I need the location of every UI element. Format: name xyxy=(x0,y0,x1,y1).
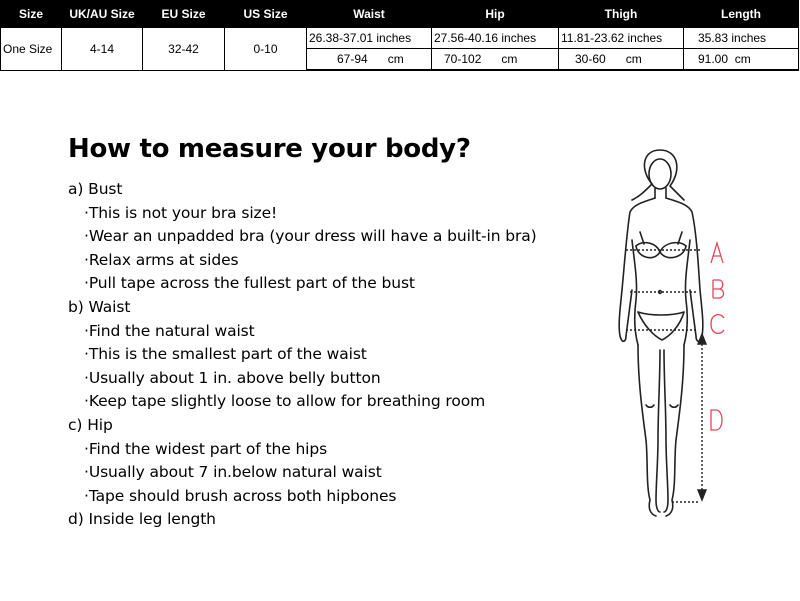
header-hip: Hip xyxy=(432,1,559,28)
guide-item: ·Tape should brush across both hipbones xyxy=(84,486,397,505)
cell-size: One Size xyxy=(1,28,62,71)
cell-hip-cm: 70-102 cm xyxy=(432,49,559,71)
marker-c-letter xyxy=(711,315,724,334)
cell-length-cm: 91.00 cm xyxy=(684,49,799,71)
size-table-header-row xyxy=(1,1,799,28)
guide-title: How to measure your body? xyxy=(68,134,471,164)
header-eu-size: EU Size xyxy=(143,1,225,28)
header-thigh: Thigh xyxy=(559,1,684,28)
header-us-size: US Size xyxy=(225,1,307,28)
header-waist: Waist xyxy=(307,1,432,28)
guide-item: ·Usually about 1 in. above belly button xyxy=(84,368,381,387)
guide-item: ·Pull tape across the fullest part of the bust xyxy=(84,274,415,293)
cell-hip-inches: 27.56-40.16 inches xyxy=(432,28,559,49)
guide-item: ·Wear an unpadded bra (your dress will have a built-in bra) xyxy=(84,227,537,246)
guide-heading: b) Waist xyxy=(68,297,131,316)
guide-heading: a) Bust xyxy=(68,180,123,198)
cell-eu-size: 32-42 xyxy=(143,28,225,71)
guide-item: ·Find the natural waist xyxy=(84,321,255,340)
cell-waist-cm: 67-94 cm xyxy=(307,49,432,71)
measurement-markers xyxy=(711,243,724,430)
body-outline xyxy=(619,150,703,516)
body-measurement-figure xyxy=(600,140,800,540)
inside-leg-arrow xyxy=(698,334,706,500)
guide-item: ·Keep tape slightly loose to allow for breathing room xyxy=(84,392,486,411)
guide-item: ·Relax arms at sides xyxy=(84,250,239,269)
guide-item: ·Usually about 7 in.below natural waist xyxy=(84,463,382,482)
guide-item: ·This is not your bra size! xyxy=(84,203,278,222)
cell-thigh-inches: 11.81-23.62 inches xyxy=(559,28,684,49)
guide-heading: d) Inside leg length xyxy=(68,510,216,529)
marker-a-letter xyxy=(711,243,723,263)
size-chart-table xyxy=(0,0,799,71)
header-size: Size xyxy=(1,1,62,28)
cell-thigh-cm: 30-60 cm xyxy=(559,49,684,71)
cell-waist-inches: 26.38-37.01 inches xyxy=(307,28,432,49)
guide-list xyxy=(68,178,537,532)
guide-item: ·Find the widest part of the hips xyxy=(84,439,328,458)
header-length: Length xyxy=(684,1,799,28)
guide-item: ·This is the smallest part of the waist xyxy=(84,345,367,364)
marker-d-letter xyxy=(711,410,722,430)
header-uk-au-size: UK/AU Size xyxy=(62,1,143,28)
size-table-row-inches xyxy=(1,28,799,49)
cell-us-size: 0-10 xyxy=(225,28,307,71)
cell-uk-au-size: 4-14 xyxy=(62,28,143,71)
marker-b-letter xyxy=(713,280,724,298)
cell-length-inches: 35.83 inches xyxy=(684,28,799,49)
body-outline-illustration xyxy=(600,140,800,540)
guide-heading: c) Hip xyxy=(68,415,113,434)
